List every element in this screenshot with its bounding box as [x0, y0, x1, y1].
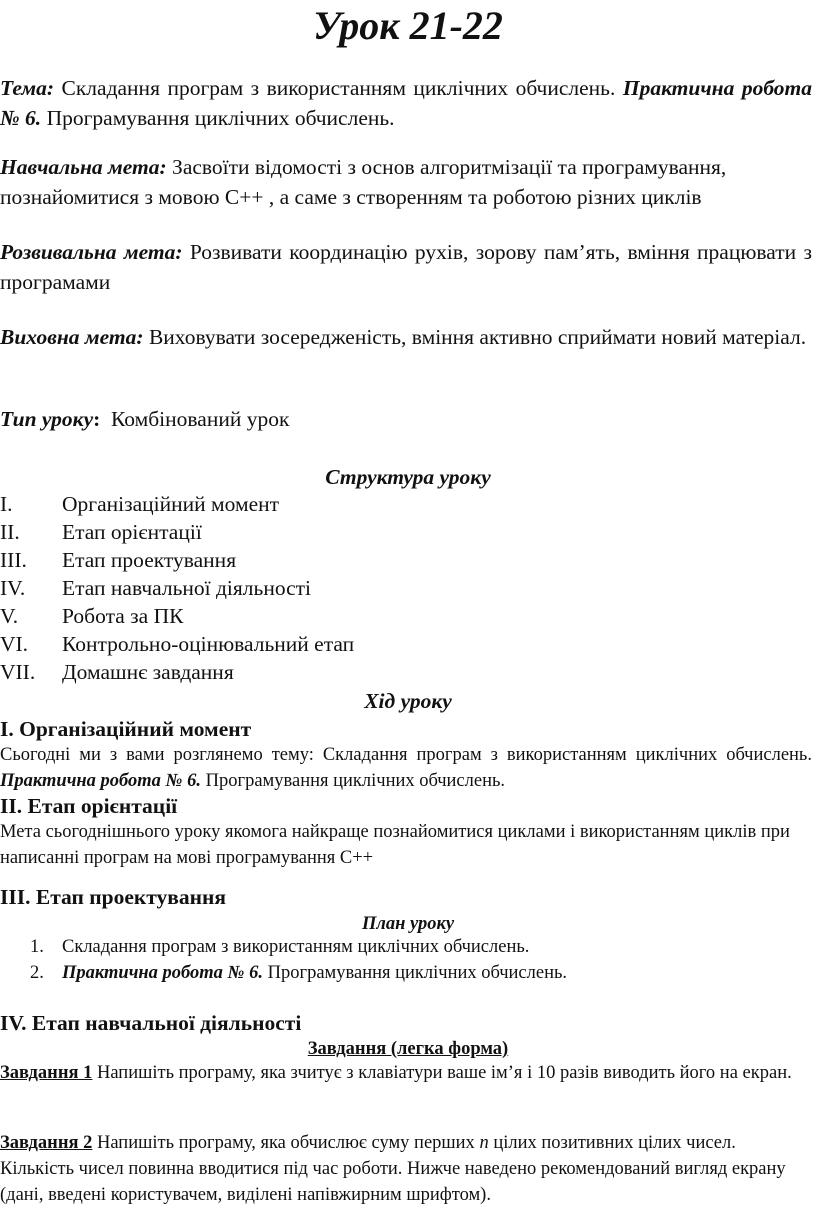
structure-item: VI. Контрольно-оцінювальний етап — [0, 632, 355, 656]
plan-list — [30, 934, 810, 986]
section1-text: Сьогодні ми з вами розглянемо тему: Складання програм з використанням циклічних обчислень. Практична робота № 6. Програмування циклічних обчислень. — [0, 745, 812, 791]
progress-title: Хід уроку — [364, 689, 452, 713]
lesson-type-paragraph — [0, 404, 812, 434]
topic-label: Тема: — [0, 76, 55, 100]
section2-text: Мета сьогоднішнього уроку якомога найкраще познайомитися циклами і використанням циклів при написанні програм на мові програмування С++ — [0, 822, 790, 868]
section1-practical-label: Практична робота № 6. — [0, 771, 201, 791]
section1-heading: I. Організаційний момент — [0, 717, 252, 741]
lesson-type-label: Тип уроку — [0, 407, 94, 431]
educational-goal-paragraph — [0, 152, 812, 212]
structure-item: I. Організаційний момент — [0, 492, 280, 516]
educational-goal-text: Засвоїти відомості з основ алгоритмізації та програмування, познайомитися з мовою С++ , а саме з створенням та роботою різних циклів — [0, 155, 727, 209]
educational-goal-label: Навчальна мета: — [0, 155, 167, 179]
task1 — [0, 1060, 812, 1086]
plan-item: 1. Складання програм з використанням циклічних обчислень. — [30, 937, 530, 957]
developmental-goal-paragraph — [0, 237, 812, 297]
developmental-goal-label: Розвивальна мета: — [0, 240, 183, 264]
structure-title: Структура уроку — [325, 465, 491, 489]
upbringing-goal-paragraph — [0, 322, 812, 352]
task2: Завдання 2 Напишіть програму, яка обчислює суму перших n цілих позитивних цілих чисел. Кількість чисел повинна вводитися під час роботи. Нижче наведено рекомендований вигляд екрану (дані, введені користувачем, виділені напівжирним шрифтом). — [0, 1133, 786, 1205]
structure-item: IV. Етап навчальної діяльності — [0, 576, 312, 600]
lesson-type-colon: : — [93, 407, 101, 431]
structure-item: II. Етап орієнтації — [0, 520, 202, 544]
section3-heading: III. Етап проектування — [0, 885, 227, 909]
topic-paragraph — [0, 73, 812, 133]
task2-label: Завдання 2 — [0, 1133, 93, 1153]
upbringing-goal-label: Виховна мета: — [0, 325, 144, 349]
section4-heading: IV. Етап навчальної діяльності — [0, 1011, 302, 1035]
structure-item: VII. Домашнє завдання — [0, 660, 234, 684]
topic-practical-text: Програмування циклічних обчислень. — [46, 106, 395, 130]
developmental-goal-text: Розвивати координацію рухів, зорову пам’ять, вміння працювати з програмами — [0, 240, 813, 294]
tasks-title: Завдання (легка форма) — [307, 1039, 509, 1059]
task1-label: Завдання 1 — [0, 1063, 93, 1083]
page-title: Урок 21-22 — [313, 3, 503, 48]
plan-item: 2. Практична робота № 6. Програмування циклічних обчислень. — [30, 963, 568, 983]
upbringing-goal-text: Виховувати зосередженість, вміння активно сприймати новий матеріал. — [148, 325, 807, 349]
topic-practical-label: Практична робота № 6. — [0, 76, 812, 130]
structure-item: III. Етап проектування — [0, 548, 237, 572]
structure-list — [0, 490, 600, 686]
structure-item: V. Робота за ПК — [0, 604, 184, 628]
section2-heading: II. Етап орієнтації — [0, 794, 178, 818]
lesson-type-text: Комбінований урок — [111, 407, 290, 431]
task1-text: Напишіть програму, яка зчитує з клавіатури ваше ім’я і 10 разів виводить його на екран. — [96, 1063, 792, 1083]
topic-text: Складання програм з використанням циклічних обчислень. — [61, 76, 616, 100]
plan-title: План уроку — [361, 914, 455, 934]
